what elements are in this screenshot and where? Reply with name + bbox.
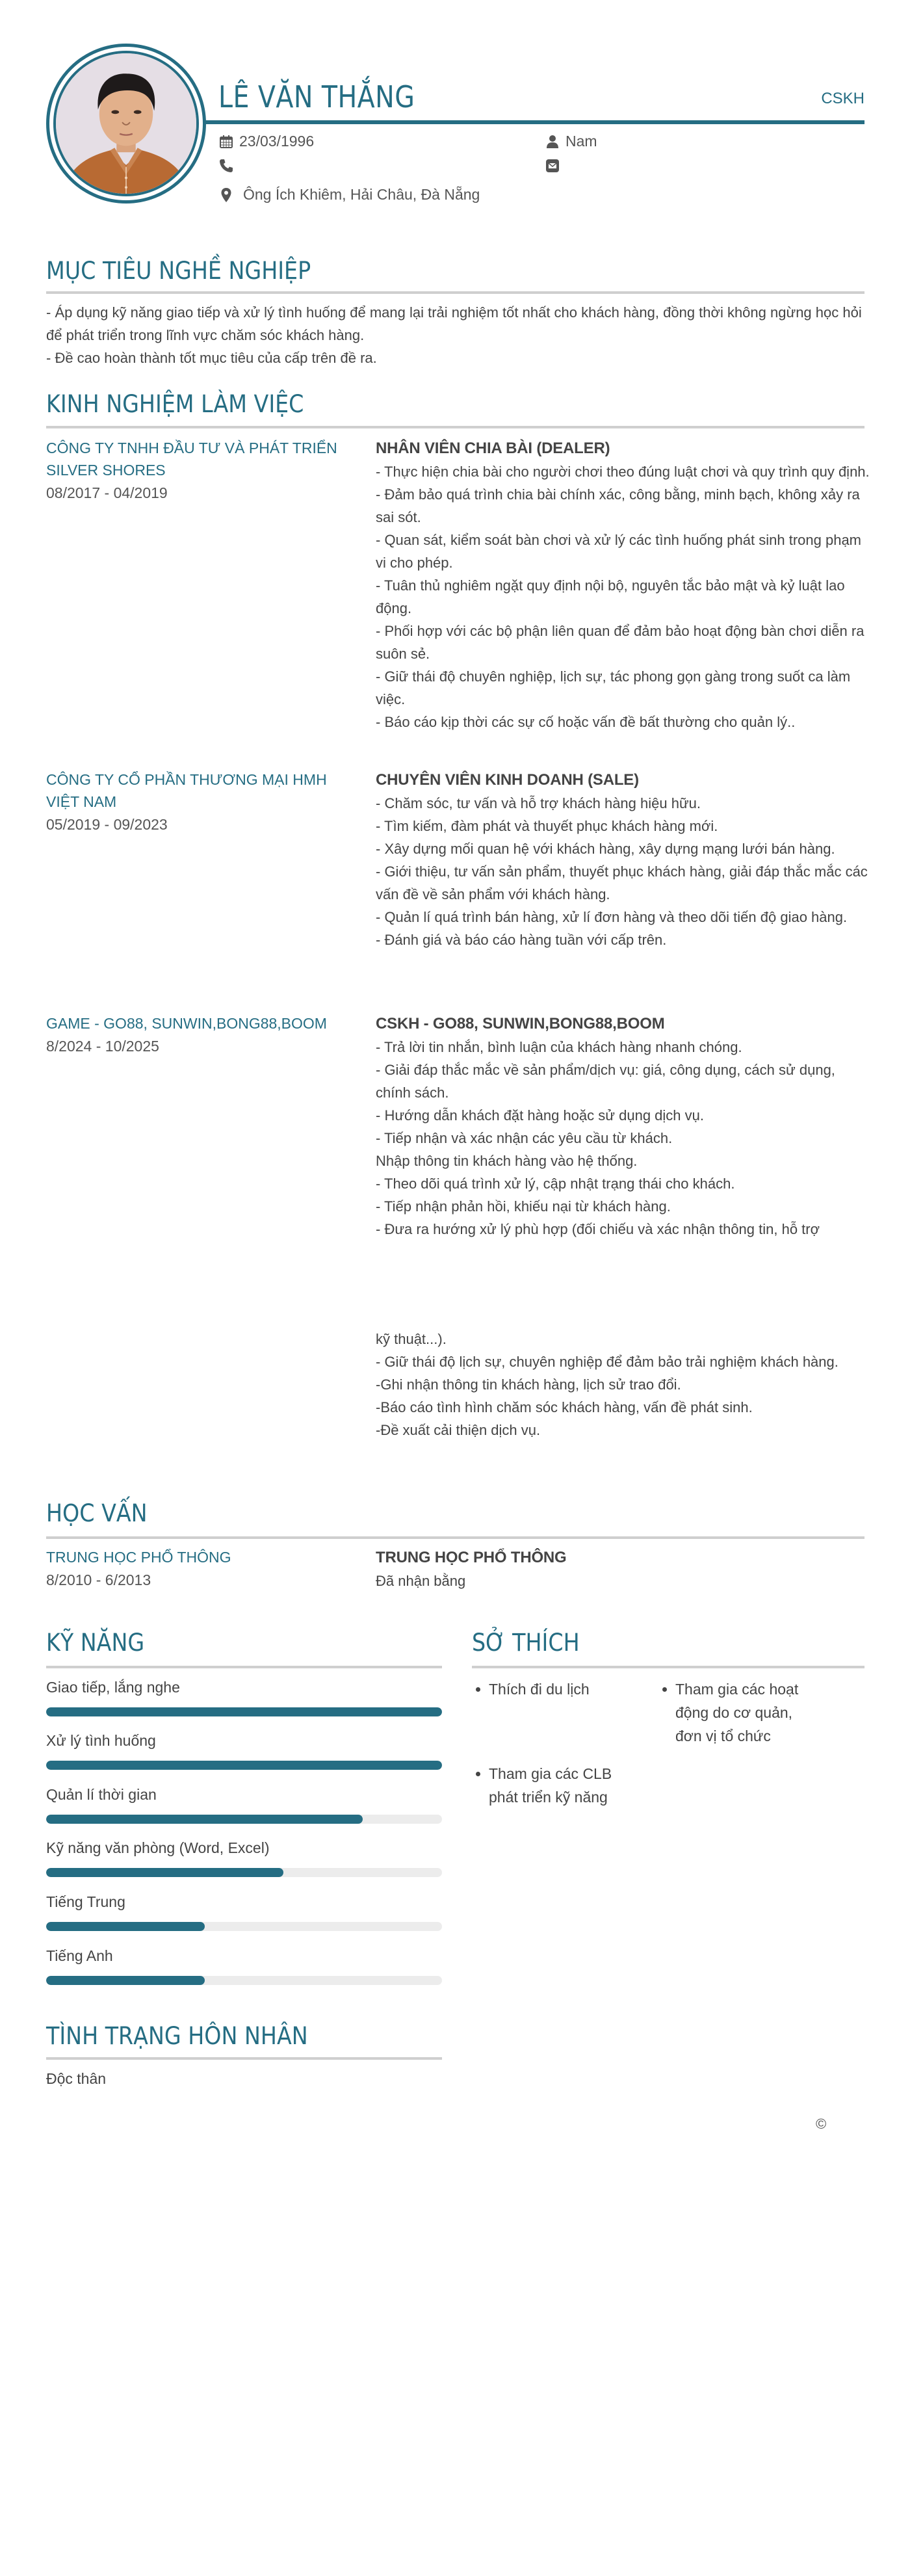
duty-line: - Đánh giá và báo cáo hàng tuần với cấp trên. — [376, 932, 667, 948]
skill-item — [46, 1838, 442, 1877]
duty-line: - Tiếp nhận phản hồi, khiếu nại từ khách hàng. — [376, 1198, 671, 1215]
section-divider — [46, 1536, 864, 1539]
marital-status-value: Độc thân — [46, 2070, 107, 2087]
gender-row — [545, 133, 597, 150]
duty-line: - Trả lời tin nhắn, bình luận của khách hàng nhanh chóng. — [376, 1039, 742, 1055]
duty-line: - Tiếp nhận và xác nhận các yêu cầu từ khách. — [376, 1130, 673, 1146]
experience-item-3-meta — [46, 1012, 352, 1058]
objective-line: - Đề cao hoàn thành tốt mục tiêu của cấp trên đề ra. — [46, 350, 377, 366]
company-name: CÔNG TY CỔ PHẦN THƯƠNG MẠI HMH VIỆT NAM — [46, 771, 327, 810]
experience-item-1-detail — [376, 437, 870, 733]
avatar-portrait-icon — [56, 53, 196, 194]
skill-bar — [46, 1922, 442, 1931]
objective-line: - Áp dụng kỹ năng giao tiếp và xử lý tình huống để mang lại trải nghiệm tốt nhất cho khách hàng, đồng thời không ngừng học hỏi để phát triển trong lĩnh vực chăm sóc khách hàng. — [46, 304, 866, 343]
experience-item-1-meta — [46, 437, 352, 505]
skill-label: Tiếng Anh — [46, 1947, 113, 1964]
experience-item-2-meta — [46, 769, 352, 836]
company-name: GAME - GO88, SUNWIN,BONG88,BOOM — [46, 1015, 327, 1032]
section-divider — [46, 291, 864, 294]
work-period: 08/2017 - 04/2019 — [46, 484, 168, 501]
phone-icon — [218, 158, 234, 174]
skill-item — [46, 1731, 442, 1770]
job-title: CSKH - GO88, SUNWIN,BONG88,BOOM — [376, 1015, 665, 1032]
section-title-hobbies: SỞ THÍCH — [472, 1629, 580, 1657]
duty-line: - Phối hợp với các bộ phận liên quan để đảm bảo hoạt động bàn chơi diễn ra suôn sẻ. — [376, 623, 864, 662]
school-name: TRUNG HỌC PHỔ THÔNG — [46, 1549, 231, 1566]
duty-line: - Tìm kiếm, đàm phát và thuyết phục khách hàng mới. — [376, 818, 718, 834]
skill-item — [46, 1946, 442, 1985]
birthdate-row — [218, 133, 314, 150]
job-title: NHÂN VIÊN CHIA BÀI (DEALER) — [376, 440, 610, 457]
skill-bar-fill — [46, 1707, 442, 1716]
user-icon — [545, 134, 560, 150]
skill-bar — [46, 1868, 442, 1877]
calendar-icon — [218, 134, 234, 150]
skill-label: Xử lý tình huống — [46, 1732, 156, 1749]
duty-line: Nhập thông tin khách hàng vào hệ thống. — [376, 1153, 638, 1169]
duty-line: -Đề xuất cải thiện dịch vụ. — [376, 1422, 541, 1438]
section-title-experience: KINH NGHIỆM LÀM VIỆC — [46, 390, 304, 418]
job-position: CSKH — [821, 90, 864, 107]
work-period: 8/2024 - 10/2025 — [46, 1038, 159, 1055]
section-title-skills: KỸ NĂNG — [46, 1629, 145, 1657]
section-title-objective: MỤC TIÊU NGHỀ NGHIỆP — [46, 257, 311, 285]
skill-bar-fill — [46, 1922, 205, 1931]
skill-bar-fill — [46, 1815, 363, 1824]
section-title-marital-status: TÌNH TRẠNG HÔN NHÂN — [46, 2022, 308, 2050]
candidate-name: LÊ VĂN THẮNG — [218, 79, 415, 114]
skill-bar-fill — [46, 1976, 205, 1985]
skill-item — [46, 1785, 442, 1824]
header-divider — [205, 120, 864, 124]
skill-bar — [46, 1707, 442, 1716]
education-item-detail — [376, 1546, 870, 1592]
phone-row — [218, 158, 239, 174]
duty-line: - Đưa ra hướng xử lý phù hợp (đối chiếu và xác nhận thông tin, hỗ trợ — [376, 1221, 820, 1237]
duty-line: - Xây dựng mối quan hệ với khách hàng, xây dựng mạng lưới bán hàng. — [376, 841, 835, 857]
job-title: CHUYÊN VIÊN KINH DOANH (SALE) — [376, 771, 639, 789]
duty-line: kỹ thuật...). — [376, 1331, 447, 1347]
duty-line: - Giới thiệu, tư vấn sản phẩm, thuyết phục khách hàng, giải đáp thắc mắc các vấn đề về sản phẩm với khách hàng. — [376, 863, 868, 902]
section-divider — [46, 426, 864, 428]
duty-line: - Giữ thái độ lịch sự, chuyên nghiệp để đảm bảo trải nghiệm khách hàng. — [376, 1354, 838, 1370]
duty-line: - Chăm sóc, tư vấn và hỗ trợ khách hàng hiệu hữu. — [376, 795, 701, 811]
skill-label: Giao tiếp, lắng nghe — [46, 1679, 180, 1696]
duty-line: -Ghi nhận thông tin khách hàng, lịch sử trao đổi. — [376, 1376, 681, 1393]
hobby-item: Thích đi du lịch — [472, 1677, 634, 1701]
skill-bar — [46, 1815, 442, 1824]
education-note: Đã nhận bằng — [376, 1573, 466, 1589]
skill-bar-fill — [46, 1868, 283, 1877]
duty-line: - Đảm bảo quá trình chia bài chính xác, công bằng, minh bạch, không xảy ra sai sót. — [376, 486, 860, 525]
company-name: CÔNG TY TNHH ĐẦU TƯ VÀ PHÁT TRIỂN SILVER SHORES — [46, 440, 337, 479]
work-period: 05/2019 - 09/2023 — [46, 816, 168, 833]
duty-line: -Báo cáo tình hình chăm sóc khách hàng, vấn đề phát sinh. — [376, 1399, 753, 1415]
hobby-item: Tham gia các CLB phát triển kỹ năng — [472, 1762, 634, 1809]
skill-bar — [46, 1976, 442, 1985]
education-major: TRUNG HỌC PHỔ THÔNG — [376, 1549, 567, 1566]
birthdate-value: 23/03/1996 — [239, 133, 315, 150]
address-value: Ông Ích Khiêm, Hải Châu, Đà Nẵng — [243, 186, 480, 203]
gender-value: Nam — [566, 133, 597, 150]
duty-line: - Hướng dẫn khách đặt hàng hoặc sử dụng dịch vụ. — [376, 1107, 704, 1124]
email-row — [545, 158, 566, 174]
duty-line: - Giữ thái độ chuyên nghiệp, lịch sự, tác phong gọn gàng trong suốt ca làm việc. — [376, 668, 851, 707]
skill-bar-fill — [46, 1761, 442, 1770]
envelope-icon — [545, 158, 560, 174]
address-row — [218, 186, 480, 204]
avatar-frame — [46, 44, 206, 204]
map-marker-icon — [218, 187, 234, 203]
duty-line: - Thực hiện chia bài cho người chơi theo đúng luật chơi và quy trình quy định. — [376, 464, 870, 480]
section-divider — [46, 1666, 442, 1668]
duty-line: - Báo cáo kịp thời các sự cố hoặc vấn đề bất thường cho quản lý.. — [376, 714, 796, 730]
copyright-icon: © — [816, 2116, 827, 2132]
skill-item — [46, 1677, 442, 1716]
skill-label: Kỹ năng văn phòng (Word, Excel) — [46, 1839, 270, 1856]
experience-item-3-detail-continued — [376, 1328, 870, 1441]
section-divider — [472, 1666, 864, 1668]
study-period: 8/2010 - 6/2013 — [46, 1571, 151, 1588]
skill-item — [46, 1892, 442, 1931]
avatar-photo — [53, 51, 199, 196]
duty-line: - Tuân thủ nghiêm ngặt quy định nội bộ, nguyên tắc bảo mật và kỷ luật lao động. — [376, 577, 845, 616]
duty-line: - Theo dõi quá trình xử lý, cập nhật trạng thái cho khách. — [376, 1176, 735, 1192]
duty-line: - Giải đáp thắc mắc về sản phẩm/dịch vụ: giá, công dụng, cách sử dụng, chính sách. — [376, 1062, 835, 1101]
experience-item-2-detail — [376, 769, 870, 951]
duty-line: - Quản lí quá trình bán hàng, xử lí đơn hàng và theo dõi tiến độ giao hàng. — [376, 909, 848, 925]
skill-label: Tiếng Trung — [46, 1893, 125, 1910]
section-divider — [46, 2057, 442, 2060]
experience-item-3-detail — [376, 1012, 870, 1241]
hobby-item: Tham gia các hoạt động do cơ quản, đơn vị tổ chức — [658, 1677, 821, 1748]
section-title-education: HỌC VẤN — [46, 1499, 148, 1527]
education-item-meta — [46, 1546, 352, 1592]
skill-label: Quản lí thời gian — [46, 1786, 157, 1803]
objective-text — [46, 301, 864, 369]
duty-line: - Quan sát, kiểm soát bàn chơi và xử lý các tình huống phát sinh trong phạm vi cho phép. — [376, 532, 862, 571]
skill-bar — [46, 1761, 442, 1770]
